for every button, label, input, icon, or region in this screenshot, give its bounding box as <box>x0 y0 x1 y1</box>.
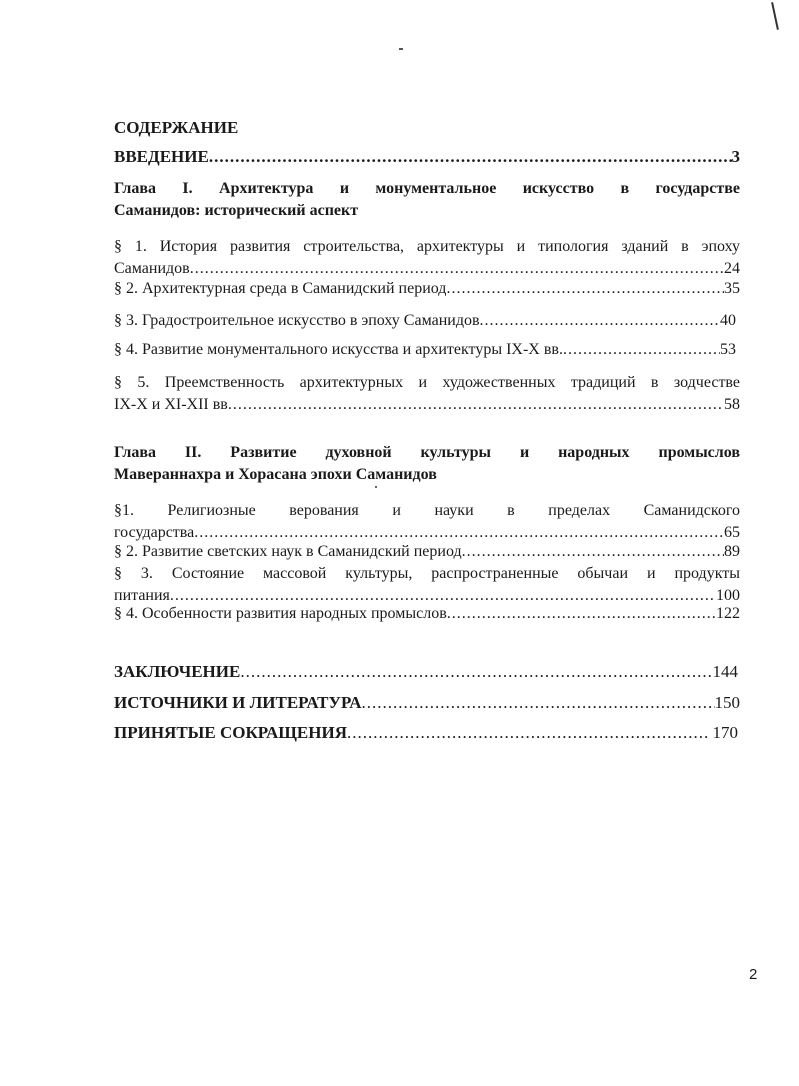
entry-text: IX-X и XI-XII вв <box>114 396 228 413</box>
chapter-1-heading <box>114 178 740 222</box>
entry-text: § 2. Архитектурная среда в Саманидский период <box>114 280 447 297</box>
scan-dot <box>399 48 403 50</box>
leader-dots <box>347 722 708 744</box>
entry-text: § 5. Преемственность архитектурных и художественных традиций в зодчестве <box>114 374 740 391</box>
entry-text: § 4. Развитие монументального искусства и архитектуры IX-X вв. <box>114 341 563 358</box>
toc-entry-2-1 <box>114 500 740 544</box>
entry-page: 35 <box>724 280 740 297</box>
leader-dots <box>209 146 732 168</box>
chapter-heading-line: Глава II. Развитие духовной культуры и народных промыслов <box>114 444 740 461</box>
entry-label: ИСТОЧНИКИ И ЛИТЕРАТУРА <box>114 693 362 712</box>
leader-dots <box>480 310 720 332</box>
toc-entry-2-4 <box>114 603 740 625</box>
entry-text: государства <box>114 524 195 541</box>
entry-page: 150 <box>714 693 740 712</box>
entry-page: 170 <box>712 723 738 742</box>
leader-dots <box>563 339 720 361</box>
leader-dots <box>240 661 712 683</box>
chapter-heading-line: Глава I. Архитектура и монументальное искусство в государстве <box>114 180 740 197</box>
toc-entry-1-3 <box>114 310 736 332</box>
entry-text: § 3. Состояние массовой культуры, распространенные обычаи и продукты <box>114 565 740 582</box>
toc-entry-2-2 <box>114 541 740 563</box>
entry-label: ВВЕДЕНИЕ <box>114 147 209 166</box>
entry-page: 24 <box>724 260 740 277</box>
entry-page: 3 <box>731 147 740 166</box>
toc-entry-1-4 <box>114 339 736 361</box>
leader-dots <box>446 278 724 300</box>
entry-text: Саманидов <box>114 260 190 277</box>
toc-entry-sources <box>114 692 740 714</box>
leader-dots <box>228 394 724 416</box>
leader-dots <box>190 258 724 280</box>
toc-title: СОДЕРЖАНИЕ <box>114 118 239 137</box>
page-number: 2 <box>749 966 758 983</box>
entry-page: 89 <box>724 543 740 560</box>
toc-entry-abbreviations <box>114 722 738 744</box>
entry-text: § 4. Особенности развития народных промыслов <box>114 605 447 622</box>
entry-label: ЗАКЛЮЧЕНИЕ <box>114 662 241 681</box>
entry-text: § 3. Градостроительное искусство в эпоху Саманидов <box>114 312 480 329</box>
entry-text: § 2. Развитие светских наук в Саманидский период <box>114 543 462 560</box>
scan-mark <box>771 2 779 30</box>
toc-entry-intro <box>114 146 740 168</box>
entry-label: ПРИНЯТЫЕ СОКРАЩЕНИЯ <box>114 723 347 742</box>
entry-text: § 1. История развития строительства, архитектуры и типология зданий в эпоху <box>114 238 740 255</box>
toc-entry-1-1 <box>114 236 740 280</box>
toc-entry-1-5 <box>114 372 740 416</box>
entry-page: 58 <box>724 396 740 413</box>
entry-page: 40 <box>720 312 736 329</box>
chapter-heading-line: Мавераннахра и Хорасана эпохи Саманидов <box>114 466 437 483</box>
entry-page: 65 <box>724 524 740 541</box>
entry-page: 53 <box>720 341 736 358</box>
scan-dot <box>375 486 377 488</box>
toc-entry-1-2 <box>114 278 740 300</box>
entry-page: 122 <box>716 605 740 622</box>
leader-dots <box>447 603 716 625</box>
chapter-2-heading <box>114 442 740 486</box>
entry-page: 100 <box>716 587 740 604</box>
entry-page: 144 <box>712 662 738 681</box>
toc-entry-conclusion <box>114 661 738 683</box>
leader-dots <box>462 541 724 563</box>
toc-entry-2-3 <box>114 563 740 607</box>
chapter-heading-line: Саманидов: исторический аспект <box>114 202 359 219</box>
entry-text: §1. Религиозные верования и науки в пределах Саманидского <box>114 502 740 519</box>
entry-text: питания <box>114 587 170 604</box>
leader-dots <box>361 692 714 714</box>
